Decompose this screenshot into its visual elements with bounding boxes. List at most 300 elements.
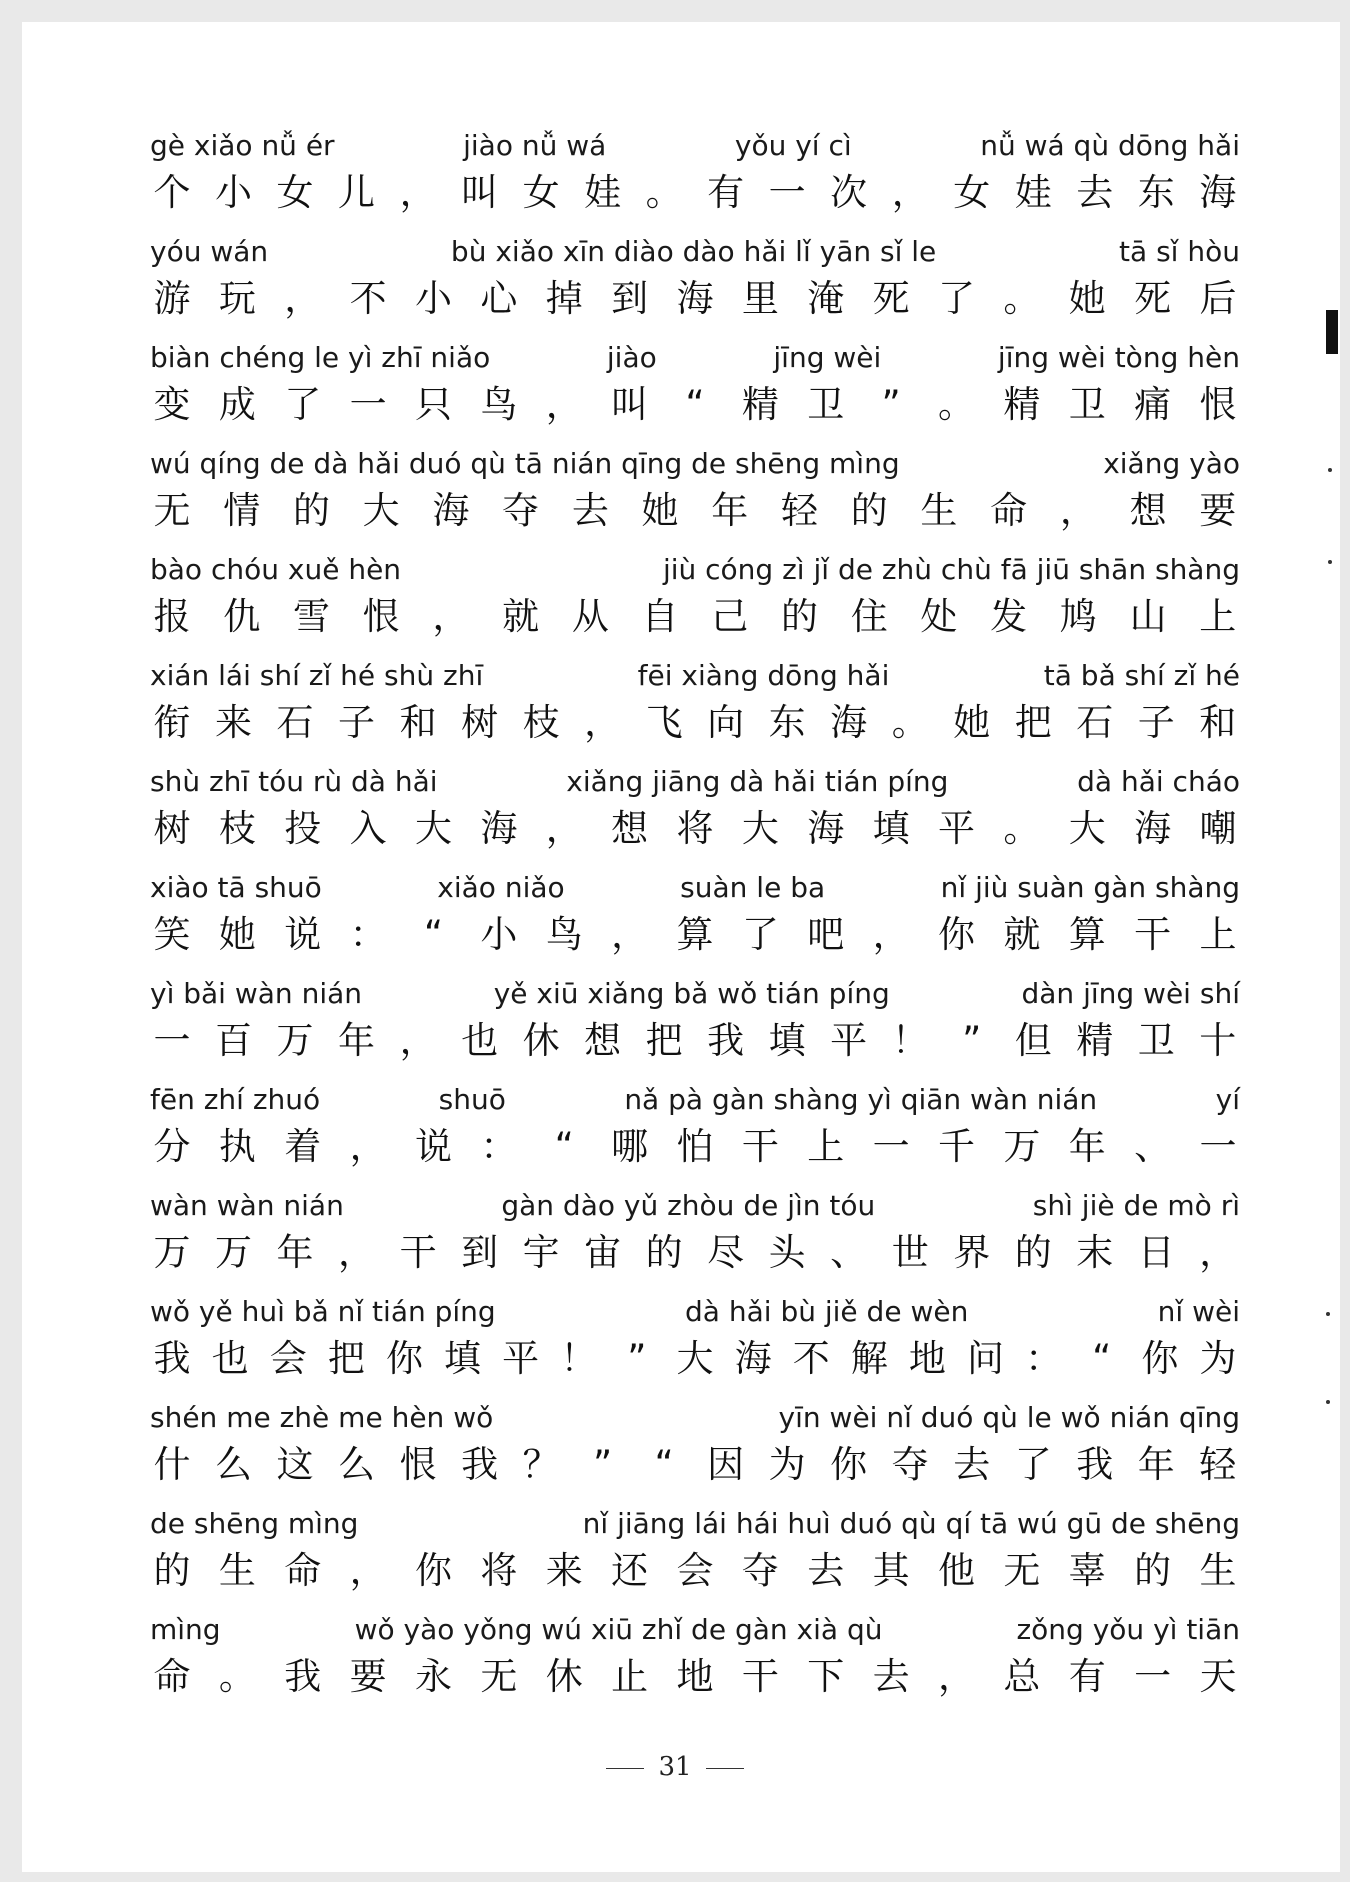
hanzi-char: 夺 xyxy=(502,489,540,532)
hanzi-char: 不 xyxy=(792,1337,830,1380)
hanzi-char: 去 xyxy=(872,1655,910,1698)
hanzi-char: 。 xyxy=(891,701,929,744)
hanzi-char: ， xyxy=(349,1549,387,1592)
hanzi-char: 娃 xyxy=(584,171,622,214)
pinyin-segment: jiào xyxy=(606,341,657,374)
hanzi-row xyxy=(150,1336,1240,1382)
hanzi-char: 我 xyxy=(1076,1443,1114,1486)
pinyin-row xyxy=(150,552,1240,588)
hanzi-row xyxy=(150,1654,1240,1700)
pinyin-row xyxy=(150,1506,1240,1542)
hanzi-char: 平 xyxy=(830,1019,868,1062)
hanzi-char: 精 xyxy=(741,383,779,426)
hanzi-char: 年 xyxy=(711,489,749,532)
pinyin-segment: nǚ wá qù dōng hǎi xyxy=(980,129,1240,162)
scan-dot xyxy=(1328,560,1332,564)
pinyin-row xyxy=(150,1400,1240,1436)
pinyin-segment: dàn jīng wèi shí xyxy=(1021,977,1240,1010)
pinyin-segment: jīng wèi tòng hèn xyxy=(997,341,1240,374)
hanzi-char: 一 xyxy=(872,1125,910,1168)
hanzi-char: 千 xyxy=(938,1125,975,1168)
hanzi-char: 女 xyxy=(522,171,560,214)
hanzi-char: ！ xyxy=(560,1337,598,1380)
hanzi-row xyxy=(150,170,1240,216)
hanzi-char: 还 xyxy=(611,1549,649,1592)
pinyin-segment: suàn le ba xyxy=(680,871,826,904)
hanzi-char: 年 xyxy=(1137,1443,1175,1486)
hanzi-char: 来 xyxy=(545,1549,583,1592)
scan-dot xyxy=(1326,1312,1330,1316)
hanzi-char: ， xyxy=(349,1125,387,1168)
pinyin-segment: shì jiè de mò rì xyxy=(1032,1189,1240,1222)
hanzi-char: 游 xyxy=(153,277,191,320)
hanzi-char: 就 xyxy=(502,595,540,638)
dash-left xyxy=(606,1768,644,1769)
pinyin-segment: tā sǐ hòu xyxy=(1119,235,1240,268)
hanzi-char: 她 xyxy=(641,489,679,532)
hanzi-char: 会 xyxy=(676,1549,714,1592)
text-line xyxy=(150,552,1240,658)
hanzi-row xyxy=(150,912,1240,958)
hanzi-char: 上 xyxy=(807,1125,845,1168)
hanzi-char: 变 xyxy=(153,383,191,426)
pinyin-segment: zǒng yǒu yì tiān xyxy=(1016,1613,1240,1646)
hanzi-char: 雪 xyxy=(292,595,330,638)
hanzi-char: 万 xyxy=(153,1231,191,1274)
hanzi-char: ， xyxy=(1199,1231,1237,1274)
hanzi-char: 和 xyxy=(1199,701,1237,744)
pinyin-segment: nǐ jiāng lái hái huì duó qù qí tā wú gū de shēng xyxy=(582,1507,1240,1540)
hanzi-char: 枝 xyxy=(522,701,560,744)
hanzi-row xyxy=(150,382,1240,428)
hanzi-char: ” xyxy=(881,383,901,426)
hanzi-char: 子 xyxy=(338,701,376,744)
hanzi-row xyxy=(150,594,1240,640)
hanzi-char: “ xyxy=(554,1125,574,1168)
pinyin-segment: jīng wèi xyxy=(773,341,882,374)
hanzi-char: 枝 xyxy=(218,807,256,850)
hanzi-char: 无 xyxy=(153,489,191,532)
hanzi-char: 上 xyxy=(1199,913,1237,956)
pinyin-segment: bào chóu xuě hèn xyxy=(150,553,402,586)
pinyin-segment: yóu wán xyxy=(150,235,269,268)
hanzi-char: 山 xyxy=(1129,595,1167,638)
hanzi-char: 会 xyxy=(269,1337,307,1380)
hanzi-char: 。 xyxy=(1003,277,1041,320)
hanzi-char: 和 xyxy=(399,701,437,744)
text-line xyxy=(150,340,1240,446)
hanzi-char: 的 xyxy=(1134,1549,1172,1592)
text-line xyxy=(150,1294,1240,1400)
hanzi-char: 了 xyxy=(938,277,975,320)
hanzi-char: 。 xyxy=(1003,807,1041,850)
hanzi-char: 的 xyxy=(1014,1231,1052,1274)
hanzi-char: 下 xyxy=(807,1655,845,1698)
hanzi-char: 大 xyxy=(362,489,400,532)
hanzi-char: 就 xyxy=(1003,913,1041,956)
hanzi-char: 尽 xyxy=(707,1231,745,1274)
hanzi-char: 只 xyxy=(415,383,452,426)
hanzi-char: 掉 xyxy=(545,277,583,320)
hanzi-char: 儿 xyxy=(338,171,376,214)
hanzi-char: 你 xyxy=(830,1443,868,1486)
hanzi-char: 轻 xyxy=(780,489,818,532)
hanzi-char: 也 xyxy=(211,1337,249,1380)
hanzi-char: 想 xyxy=(1129,489,1167,532)
hanzi-char: 仇 xyxy=(223,595,261,638)
hanzi-char: 说 xyxy=(415,1125,452,1168)
pinyin-row xyxy=(150,446,1240,482)
hanzi-char: 恨 xyxy=(399,1443,437,1486)
hanzi-char: 海 xyxy=(734,1337,772,1380)
hanzi-char: 去 xyxy=(571,489,609,532)
hanzi-char: 海 xyxy=(1134,807,1172,850)
hanzi-char: 把 xyxy=(645,1019,683,1062)
hanzi-char: 海 xyxy=(432,489,470,532)
hanzi-char: 将 xyxy=(480,1549,518,1592)
hanzi-char: 解 xyxy=(850,1337,888,1380)
hanzi-char: 卫 xyxy=(1068,383,1106,426)
hanzi-char: 干 xyxy=(1134,913,1172,956)
hanzi-char: 她 xyxy=(1068,277,1106,320)
pinyin-segment: nǐ wèi xyxy=(1157,1295,1240,1328)
hanzi-char: 填 xyxy=(444,1337,482,1380)
hanzi-char: 吧 xyxy=(807,913,845,956)
hanzi-char: 嘲 xyxy=(1199,807,1237,850)
hanzi-char: 你 xyxy=(1141,1337,1179,1380)
hanzi-char: 宇 xyxy=(522,1231,560,1274)
pinyin-segment: shù zhī tóu rù dà hǎi xyxy=(150,765,438,798)
text-line xyxy=(150,976,1240,1082)
hanzi-row xyxy=(150,1124,1240,1170)
hanzi-char: 一 xyxy=(1199,1125,1237,1168)
hanzi-char: 无 xyxy=(1003,1549,1041,1592)
pinyin-segment: nǐ jiù suàn gàn shàng xyxy=(940,871,1240,904)
hanzi-char: 我 xyxy=(153,1337,191,1380)
text-line xyxy=(150,1506,1240,1612)
hanzi-char: 命 xyxy=(284,1549,322,1592)
hanzi-char: 万 xyxy=(215,1231,253,1274)
hanzi-char: 去 xyxy=(807,1549,845,1592)
page-number xyxy=(0,1752,1350,1782)
hanzi-char: 娃 xyxy=(1014,171,1052,214)
hanzi-char: 鸟 xyxy=(545,913,583,956)
hanzi-char: 的 xyxy=(292,489,330,532)
hanzi-char: ， xyxy=(545,383,583,426)
hanzi-char: 东 xyxy=(768,701,806,744)
hanzi-char: 他 xyxy=(938,1549,975,1592)
hanzi-char: 夺 xyxy=(891,1443,929,1486)
hanzi-char: 世 xyxy=(891,1231,929,1274)
pinyin-segment: xiǎng jiāng dà hǎi tián píng xyxy=(566,765,949,798)
text-line xyxy=(150,1188,1240,1294)
hanzi-char: ， xyxy=(1059,489,1097,532)
hanzi-char: 轻 xyxy=(1199,1443,1237,1486)
hanzi-row xyxy=(150,806,1240,852)
pinyin-segment: yì bǎi wàn nián xyxy=(150,977,362,1010)
hanzi-char: 石 xyxy=(276,701,314,744)
hanzi-char: 的 xyxy=(780,595,818,638)
hanzi-char: 但 xyxy=(1014,1019,1052,1062)
pinyin-segment: nǎ pà gàn shàng yì qiān wàn nián xyxy=(624,1083,1098,1116)
hanzi-char: 年 xyxy=(1068,1125,1106,1168)
hanzi-char: 么 xyxy=(338,1443,376,1486)
hanzi-char: 休 xyxy=(522,1019,560,1062)
hanzi-char: 的 xyxy=(153,1549,191,1592)
hanzi-char: 飞 xyxy=(645,701,683,744)
hanzi-char: 了 xyxy=(1014,1443,1052,1486)
text-line xyxy=(150,870,1240,976)
hanzi-char: 想 xyxy=(611,807,649,850)
hanzi-char: 怕 xyxy=(676,1125,714,1168)
hanzi-char: 算 xyxy=(676,913,714,956)
pinyin-segment: dà hǎi cháo xyxy=(1077,765,1240,798)
hanzi-char: 么 xyxy=(215,1443,253,1486)
hanzi-char: 什 xyxy=(153,1443,191,1486)
pinyin-segment: wǒ yào yǒng wú xiū zhǐ de gàn xià qù xyxy=(354,1613,883,1646)
hanzi-char: 我 xyxy=(707,1019,745,1062)
hanzi-char: 叫 xyxy=(461,171,499,214)
hanzi-char: “ xyxy=(1092,1337,1112,1380)
hanzi-char: 日 xyxy=(1137,1231,1175,1274)
hanzi-char: 小 xyxy=(480,913,518,956)
hanzi-char: 分 xyxy=(153,1125,191,1168)
hanzi-char: 年 xyxy=(276,1231,314,1274)
hanzi-char: 她 xyxy=(218,913,256,956)
hanzi-char: 哪 xyxy=(611,1125,649,1168)
hanzi-char: 有 xyxy=(707,171,745,214)
hanzi-char: 女 xyxy=(276,171,314,214)
hanzi-char: ， xyxy=(399,1019,437,1062)
hanzi-char: 叫 xyxy=(611,383,649,426)
hanzi-char: 把 xyxy=(327,1337,365,1380)
hanzi-char: 的 xyxy=(850,489,888,532)
hanzi-char: 生 xyxy=(1199,1549,1237,1592)
hanzi-char: 为 xyxy=(768,1443,806,1486)
hanzi-char: 她 xyxy=(953,701,991,744)
hanzi-char: 止 xyxy=(611,1655,649,1698)
pinyin-segment: biàn chéng le yì zhī niǎo xyxy=(150,341,491,374)
page-number-value: 31 xyxy=(658,1752,692,1782)
hanzi-char: 生 xyxy=(218,1549,256,1592)
hanzi-char: 卫 xyxy=(807,383,845,426)
hanzi-char: 子 xyxy=(1137,701,1175,744)
pinyin-segment: fēi xiàng dōng hǎi xyxy=(637,659,890,692)
pinyin-row xyxy=(150,234,1240,270)
hanzi-char: 想 xyxy=(584,1019,622,1062)
hanzi-row xyxy=(150,276,1240,322)
text-line xyxy=(150,1612,1240,1718)
hanzi-char: 一 xyxy=(153,1019,191,1062)
hanzi-char: 死 xyxy=(1134,277,1172,320)
hanzi-row xyxy=(150,1442,1240,1488)
hanzi-char: “ xyxy=(654,1443,674,1486)
hanzi-char: 向 xyxy=(707,701,745,744)
hanzi-row xyxy=(150,488,1240,534)
hanzi-char: 精 xyxy=(1003,383,1041,426)
hanzi-char: 万 xyxy=(276,1019,314,1062)
hanzi-char: 衔 xyxy=(153,701,191,744)
hanzi-char: 精 xyxy=(1076,1019,1114,1062)
dash-right xyxy=(706,1768,744,1769)
hanzi-char: 也 xyxy=(461,1019,499,1062)
hanzi-char: ， xyxy=(584,701,622,744)
hanzi-char: 把 xyxy=(1014,701,1052,744)
pinyin-segment: yí xyxy=(1215,1083,1240,1116)
hanzi-char: 入 xyxy=(349,807,387,850)
pinyin-row xyxy=(150,1082,1240,1118)
hanzi-char: 界 xyxy=(953,1231,991,1274)
hanzi-char: 石 xyxy=(1076,701,1114,744)
hanzi-char: 去 xyxy=(1076,171,1114,214)
hanzi-char: 无 xyxy=(480,1655,518,1698)
text-line xyxy=(150,234,1240,340)
pinyin-segment: yǒu yí cì xyxy=(734,129,852,162)
hanzi-char: 休 xyxy=(545,1655,583,1698)
hanzi-char: 一 xyxy=(349,383,387,426)
hanzi-char: 我 xyxy=(461,1443,499,1486)
pinyin-segment: shuō xyxy=(438,1083,506,1116)
pinyin-segment: shén me zhè me hèn wǒ xyxy=(150,1401,494,1434)
pinyin-segment: dà hǎi bù jiě de wèn xyxy=(685,1295,969,1328)
hanzi-char: 了 xyxy=(741,913,779,956)
pinyin-row xyxy=(150,870,1240,906)
hanzi-char: ” xyxy=(962,1019,982,1062)
scan-dot xyxy=(1328,468,1332,472)
hanzi-row xyxy=(150,700,1240,746)
pinyin-row xyxy=(150,658,1240,694)
pinyin-row xyxy=(150,128,1240,164)
hanzi-char: “ xyxy=(423,913,444,956)
hanzi-char: 了 xyxy=(284,383,322,426)
hanzi-char: 大 xyxy=(1068,807,1106,850)
hanzi-char: 后 xyxy=(1199,277,1237,320)
pinyin-segment: de shēng mìng xyxy=(150,1507,359,1540)
hanzi-char: 问 xyxy=(967,1337,1005,1380)
pinyin-segment: yīn wèi nǐ duó qù le wǒ nián qīng xyxy=(778,1401,1240,1434)
hanzi-char: 干 xyxy=(399,1231,437,1274)
pinyin-segment: gàn dào yǔ zhòu de jìn tóu xyxy=(501,1189,876,1222)
hanzi-char: 恨 xyxy=(1199,383,1237,426)
hanzi-char: 鸟 xyxy=(480,383,518,426)
hanzi-char: ， xyxy=(545,807,583,850)
hanzi-char: 住 xyxy=(850,595,888,638)
pinyin-segment: xián lái shí zǐ hé shù zhī xyxy=(150,659,484,692)
hanzi-char: 要 xyxy=(1199,489,1237,532)
pinyin-segment: xiǎng yào xyxy=(1103,447,1240,480)
hanzi-char: 大 xyxy=(741,807,779,850)
hanzi-char: ！ xyxy=(891,1019,929,1062)
hanzi-char: 干 xyxy=(741,1655,779,1698)
hanzi-char: 海 xyxy=(480,807,518,850)
pinyin-row xyxy=(150,340,1240,376)
hanzi-char: 十 xyxy=(1199,1019,1237,1062)
pinyin-segment: jiù cóng zì jǐ de zhù chù fā jiū shān shàng xyxy=(662,553,1240,586)
text-line xyxy=(150,446,1240,552)
hanzi-char: 成 xyxy=(218,383,256,426)
hanzi-char: 里 xyxy=(741,277,779,320)
hanzi-char: 。 xyxy=(218,1655,256,1698)
hanzi-char: 小 xyxy=(215,171,253,214)
hanzi-char: 命 xyxy=(153,1655,191,1698)
hanzi-char: ， xyxy=(872,913,910,956)
hanzi-char: 的 xyxy=(645,1231,683,1274)
hanzi-char: 海 xyxy=(676,277,714,320)
text-line xyxy=(150,1400,1240,1506)
pinyin-segment: tā bǎ shí zǐ hé xyxy=(1043,659,1240,692)
hanzi-char: 、 xyxy=(830,1231,868,1274)
hanzi-char: 到 xyxy=(461,1231,499,1274)
hanzi-char: 这 xyxy=(276,1443,314,1486)
pinyin-row xyxy=(150,1612,1240,1648)
hanzi-char: 海 xyxy=(807,807,845,850)
hanzi-char: 。 xyxy=(938,383,975,426)
hanzi-char: 痛 xyxy=(1134,383,1172,426)
pinyin-segment: wǒ yě huì bǎ nǐ tián píng xyxy=(150,1295,496,1328)
pinyin-segment: xiǎo niǎo xyxy=(437,871,565,904)
hanzi-char: 心 xyxy=(480,277,518,320)
hanzi-char: 投 xyxy=(284,807,322,850)
hanzi-char: 不 xyxy=(349,277,387,320)
hanzi-char: 夺 xyxy=(741,1549,779,1592)
pinyin-segment: gè xiǎo nǚ ér xyxy=(150,129,335,162)
hanzi-char: 来 xyxy=(215,701,253,744)
hanzi-char: 头 xyxy=(768,1231,806,1274)
hanzi-char: ” xyxy=(593,1443,613,1486)
hanzi-char: 己 xyxy=(711,595,749,638)
story-text xyxy=(150,128,1240,1718)
hanzi-char: 算 xyxy=(1068,913,1106,956)
hanzi-char: 次 xyxy=(830,171,868,214)
hanzi-char: 女 xyxy=(953,171,991,214)
hanzi-char: 你 xyxy=(415,1549,452,1592)
hanzi-char: ， xyxy=(338,1231,376,1274)
hanzi-char: 地 xyxy=(676,1655,714,1698)
text-line xyxy=(150,128,1240,234)
hanzi-char: ， xyxy=(284,277,322,320)
hanzi-char: 生 xyxy=(920,489,958,532)
hanzi-char: 为 xyxy=(1199,1337,1237,1380)
hanzi-char: ？ xyxy=(522,1443,560,1486)
hanzi-char: 辜 xyxy=(1068,1549,1106,1592)
pinyin-segment: jiào nǚ wá xyxy=(463,129,607,162)
pinyin-row xyxy=(150,1188,1240,1224)
pinyin-row xyxy=(150,976,1240,1012)
hanzi-char: ， xyxy=(432,595,470,638)
hanzi-char: 报 xyxy=(153,595,191,638)
scan-dot xyxy=(1326,1400,1330,1404)
hanzi-char: 说 xyxy=(284,913,322,956)
hanzi-char: 情 xyxy=(223,489,261,532)
hanzi-char: 永 xyxy=(415,1655,452,1698)
hanzi-char: “ xyxy=(685,383,705,426)
pinyin-segment: mìng xyxy=(150,1613,221,1646)
hanzi-char: 死 xyxy=(872,277,910,320)
hanzi-char: 天 xyxy=(1199,1655,1237,1698)
hanzi-row xyxy=(150,1548,1240,1594)
hanzi-char: 树 xyxy=(461,701,499,744)
hanzi-char: 笑 xyxy=(153,913,191,956)
hanzi-char: 到 xyxy=(611,277,649,320)
hanzi-char: 执 xyxy=(218,1125,256,1168)
hanzi-char: 。 xyxy=(645,171,683,214)
hanzi-char: 海 xyxy=(1199,171,1237,214)
hanzi-char: 卫 xyxy=(1137,1019,1175,1062)
hanzi-char: 其 xyxy=(872,1549,910,1592)
hanzi-char: 恨 xyxy=(362,595,400,638)
hanzi-char: 命 xyxy=(990,489,1028,532)
hanzi-char: 填 xyxy=(872,807,910,850)
